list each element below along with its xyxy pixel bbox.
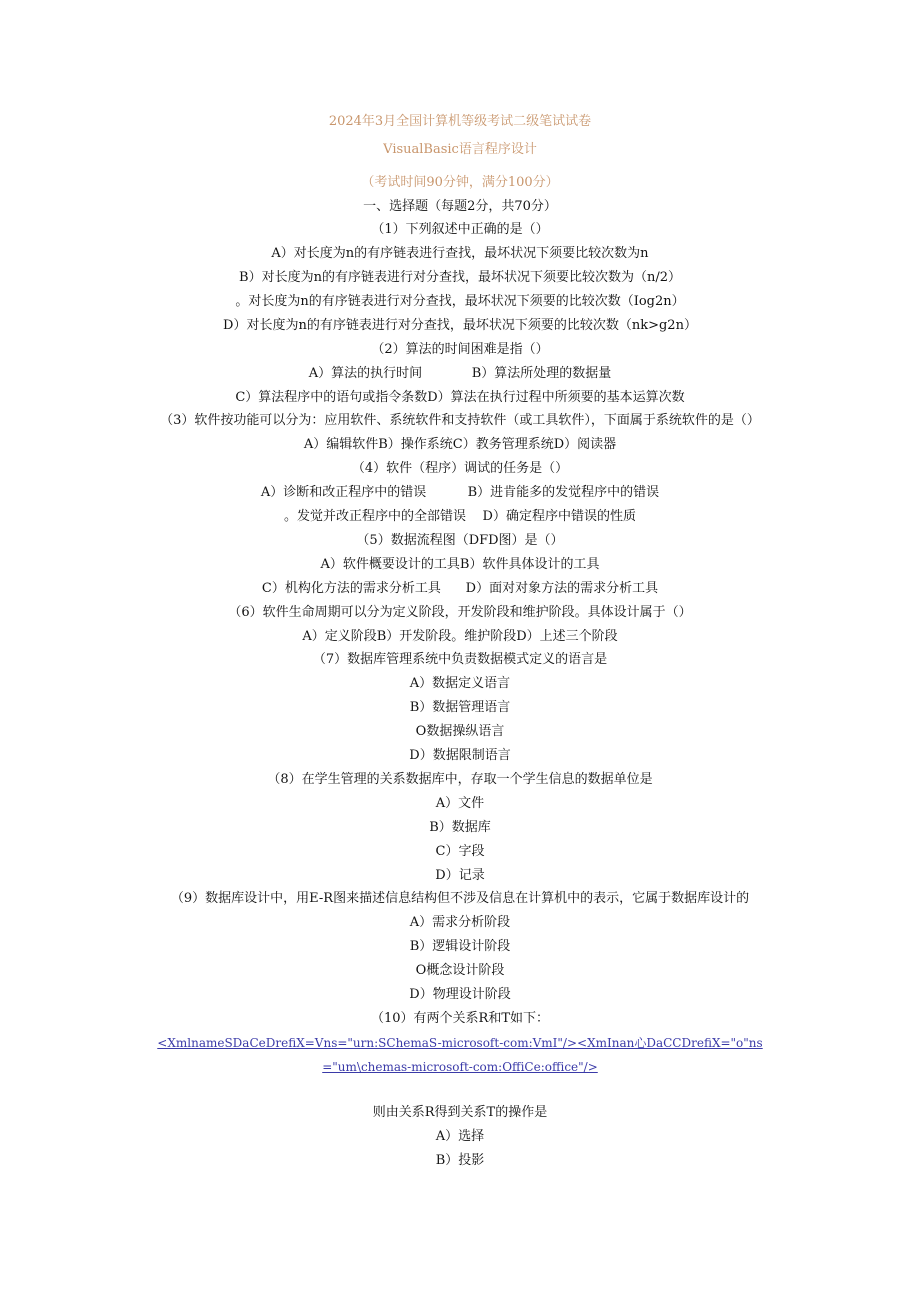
question-line: （6）软件生命周期可以分为定义阶段，开发阶段和维护阶段。具体设计属于（） bbox=[228, 605, 692, 620]
question-line: （3）软件按功能可以分为：应用软件、系统软件和支持软件（或工具软件），下面属于系统软件的是（） bbox=[160, 413, 760, 428]
option-line: A）定义阶段B）开发阶段。维护阶段D）上述三个阶段 bbox=[302, 629, 618, 644]
option-line: D）数据限制语言 bbox=[409, 748, 511, 763]
question-line: （1）下列叙述中正确的是（） bbox=[371, 222, 549, 237]
option-line: A）选择 bbox=[435, 1129, 485, 1144]
option-line: B）逻辑设计阶段 bbox=[409, 939, 511, 954]
option-line: A）对长度为n的有序链表进行查找，最坏状况下须要比较次数为n bbox=[271, 246, 649, 261]
section-heading: 一、选择题（每题2分，共70分） bbox=[363, 199, 557, 214]
exam-info: （考试时间90分钟，满分100分） bbox=[361, 175, 559, 190]
option-line: D）物理设计阶段 bbox=[409, 987, 511, 1002]
question-line: （5）数据流程图（DFD图）是（） bbox=[356, 533, 564, 548]
xml-namespace-link[interactable]: <XmlnameSDaCeDrefiX=Vns="urn:SChemaS-microsoft-com:VmI"/><XmInan心DaCCDrefiX="o"ns bbox=[157, 1036, 763, 1050]
question-line: 则由关系R得到关系T的操作是 bbox=[372, 1105, 548, 1120]
option-line: A）软件概要设计的工具B）软件具体设计的工具 bbox=[320, 557, 600, 572]
option-line: A）文件 bbox=[435, 796, 485, 811]
option-line: D）对长度为n的有序链表进行对分查找，最坏状况下须要的比较次数（nk>g2n） bbox=[223, 318, 697, 333]
option-line: C）算法程序中的语句或指令条数D）算法在执行过程中所须要的基本运算次数 bbox=[235, 390, 685, 405]
question-line: （8）在学生管理的关系数据库中，存取一个学生信息的数据单位是 bbox=[267, 772, 653, 787]
option-line: B）投影 bbox=[435, 1153, 485, 1168]
xml-namespace-link[interactable]: ="um\chemas-microsoft-com:OffiCe:office"/> bbox=[322, 1060, 598, 1074]
option-line: B）数据管理语言 bbox=[409, 700, 511, 715]
option-line: D）记录 bbox=[435, 868, 485, 883]
option-line: A）数据定义语言 bbox=[409, 676, 511, 691]
option-line: B）数据库 bbox=[429, 820, 491, 835]
option-line: A）需求分析阶段 bbox=[409, 915, 511, 930]
question-line: （9）数据库设计中，用E-R图来描述信息结构但不涉及信息在计算机中的表示，它属于数据库设计的 bbox=[170, 891, 750, 906]
option-line: O数据操纵语言 bbox=[415, 724, 505, 739]
option-line: B）对长度为n的有序链表进行对分查找，最坏状况下须要比较次数为（n/2） bbox=[239, 270, 681, 285]
question-line: （4）软件（程序）调试的任务是（） bbox=[351, 461, 569, 476]
option-line: 。对长度为n的有序链表进行对分查找，最坏状况下须要的比较次数（Iog2n） bbox=[235, 294, 685, 309]
option-line: O概念设计阶段 bbox=[415, 963, 505, 978]
option-line: C）字段 bbox=[435, 844, 485, 859]
option-line: A）诊断和改正程序中的错误 B）进肯能多的发觉程序中的错误 bbox=[260, 485, 660, 500]
question-line: （7）数据库管理系统中负责数据模式定义的语言是 bbox=[312, 652, 608, 667]
exam-title: 2024年3月全国计算机等级考试二级笔试试卷 bbox=[328, 114, 592, 129]
question-line: （2）算法的时间困难是指（） bbox=[371, 342, 549, 357]
question-line: （10）有两个关系R和T如下： bbox=[370, 1011, 549, 1026]
option-line: C）机构化方法的需求分析工具 D）面对对象方法的需求分析工具 bbox=[261, 581, 659, 596]
option-line: 。发觉并改正程序中的全部错误 D）确定程序中错误的性质 bbox=[284, 509, 636, 524]
option-line: A）编辑软件B）操作系统C）教务管理系统D）阅读器 bbox=[303, 437, 617, 452]
exam-subtitle: VisualBasic语言程序设计 bbox=[383, 142, 537, 157]
option-line: A）算法的执行时间 B）算法所处理的数据量 bbox=[308, 366, 612, 381]
